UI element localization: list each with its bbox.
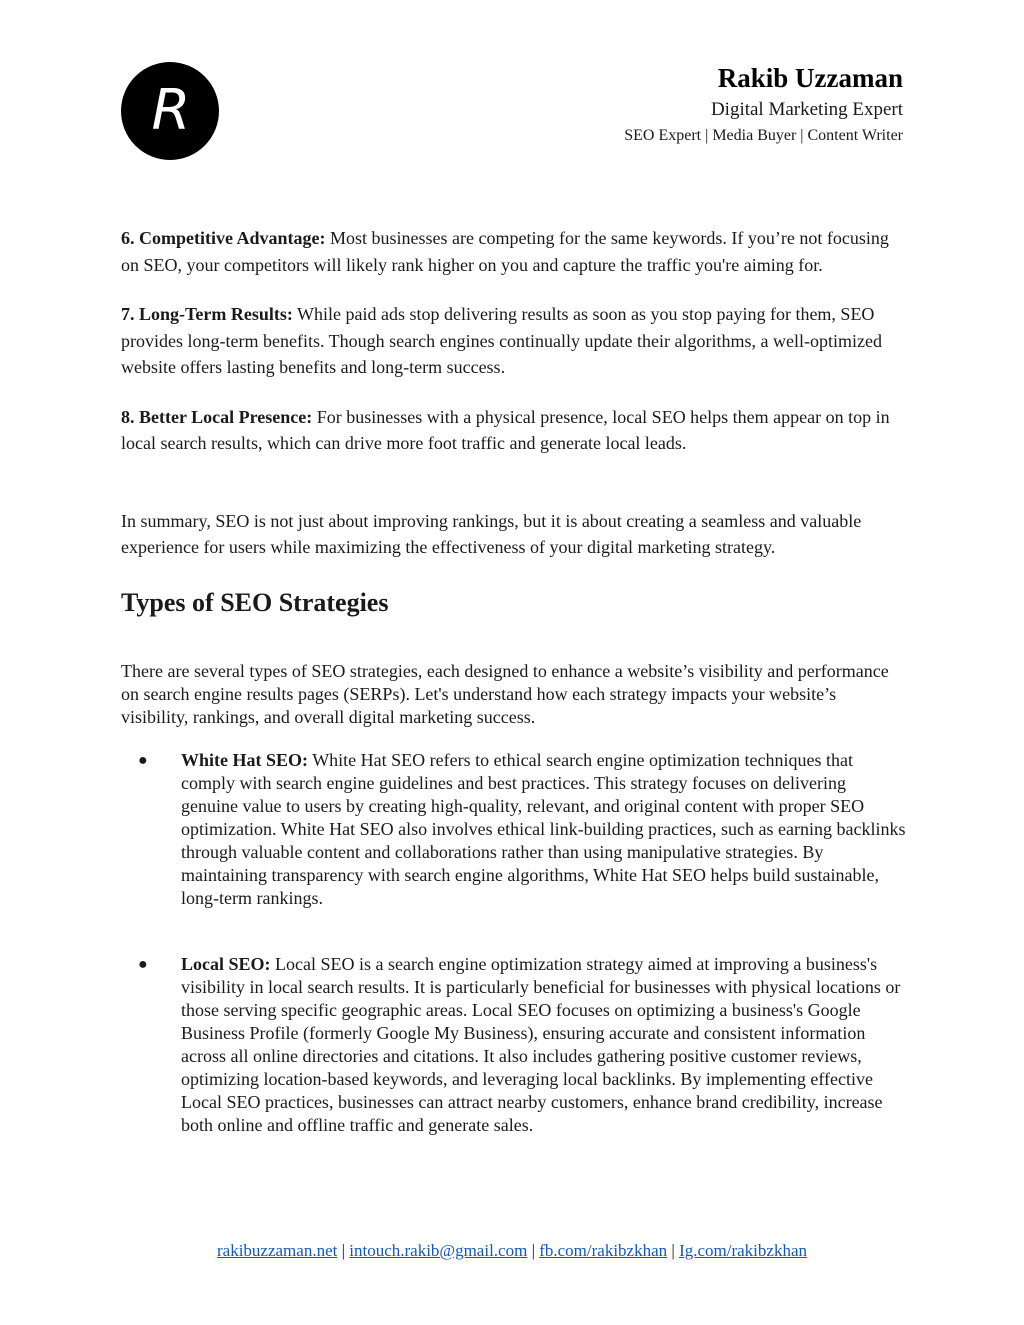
intro-paragraph: There are several types of SEO strategies, each designed to enhance a website’s visibility and performance on search engine results pages (SERPs). Let's understand how each strategy impacts your website’s visibility, rankings, and overall digital marketing success. xyxy=(121,660,889,727)
point-label: 8. Better Local Presence: xyxy=(121,406,313,427)
author-role: Digital Marketing Expert xyxy=(710,99,903,120)
strategy-text: White Hat SEO refers to ethical search engine optimization techniques that comply with search engine guidelines and best practices. This strategy focuses on delivering genuine value to users by creating high-quality, relevant, and original content with proper SEO optimization. White Hat SEO also involves ethical link-building practices, such as earning backlinks through valuable content and collaborations rather than using manipulative strategies. By maintaining transparency with search engine algorithms, White Hat SEO helps build sustainable, long-term rankings. xyxy=(181,749,906,908)
footer-separator: | xyxy=(667,1241,680,1260)
point-competitive-advantage xyxy=(121,225,907,278)
strategy-label: Local SEO: xyxy=(181,953,271,974)
point-text: For businesses with a physical presence, local SEO helps them appear on top in local search results, which can drive more foot traffic and generate local leads. xyxy=(121,406,890,453)
list-item-white-hat-seo xyxy=(121,749,907,910)
point-label: 7. Long-Term Results: xyxy=(121,304,293,324)
strategy-label: White Hat SEO: xyxy=(181,749,309,770)
link-website[interactable]: rakibuzzaman.net xyxy=(216,1241,338,1260)
strategy-text: Local SEO is a search engine optimization strategy aimed at improving a business's visibility in local search results. It is particularly beneficial for businesses with physical locations or those serving specific geographic areas. Local SEO focuses on optimizing a business's Google Business Profile (formerly Google My Business), ensuring accurate and consistent information across all online directories and citations. It also includes gathering positive customer reviews, optimizing location-based keywords, and leveraging local backlinks. By implementing effective Local SEO practices, businesses can attract nearby customers, enhance brand credibility, increase both online and offline traffic and generate sales. xyxy=(181,953,901,1135)
point-long-term-results xyxy=(121,301,907,381)
link-email[interactable]: intouch.rakib@gmail.com xyxy=(349,1241,528,1260)
point-text: Most businesses are competing for the same keywords. If you’re not focusing on SEO, your competitors will likely rank higher on you and capture the traffic you're aiming for. xyxy=(121,228,889,275)
svg-text:R: R xyxy=(151,78,191,143)
point-text: While paid ads stop delivering results as soon as you stop paying for them, SEO provides long-term benefits. Though search engines continually update their algorithms, a well-optimized website offers lasting benefits and long-term success. xyxy=(121,304,882,377)
document-body xyxy=(121,225,907,1137)
bullet-icon: ● xyxy=(138,955,148,973)
list-item-local-seo xyxy=(121,953,907,1137)
footer xyxy=(0,1238,1024,1264)
author-specialties: SEO Expert | Media Buyer | Content Writer xyxy=(624,127,903,144)
link-facebook[interactable]: fb.com/rakibzkhan xyxy=(539,1241,668,1260)
section-heading: Types of SEO Strategies xyxy=(121,587,389,617)
strategy-list xyxy=(121,749,907,1137)
logo-letter-r xyxy=(121,62,219,160)
summary-paragraph: In summary, SEO is not just about improving rankings, but it is about creating a seamless and valuable experience for users while maximizing the effectiveness of your digital marketing strategy. xyxy=(121,510,862,557)
footer-separator: | xyxy=(527,1241,540,1260)
link-instagram[interactable]: Ig.com/rakibzkhan xyxy=(679,1241,807,1260)
footer-separator: | xyxy=(337,1241,350,1260)
logo xyxy=(121,62,219,160)
point-local-presence xyxy=(121,404,907,457)
author-name: Rakib Uzzaman xyxy=(717,63,903,93)
bullet-icon: ● xyxy=(138,751,148,769)
header xyxy=(624,60,903,148)
point-label: 6. Competitive Advantage: xyxy=(121,228,326,248)
